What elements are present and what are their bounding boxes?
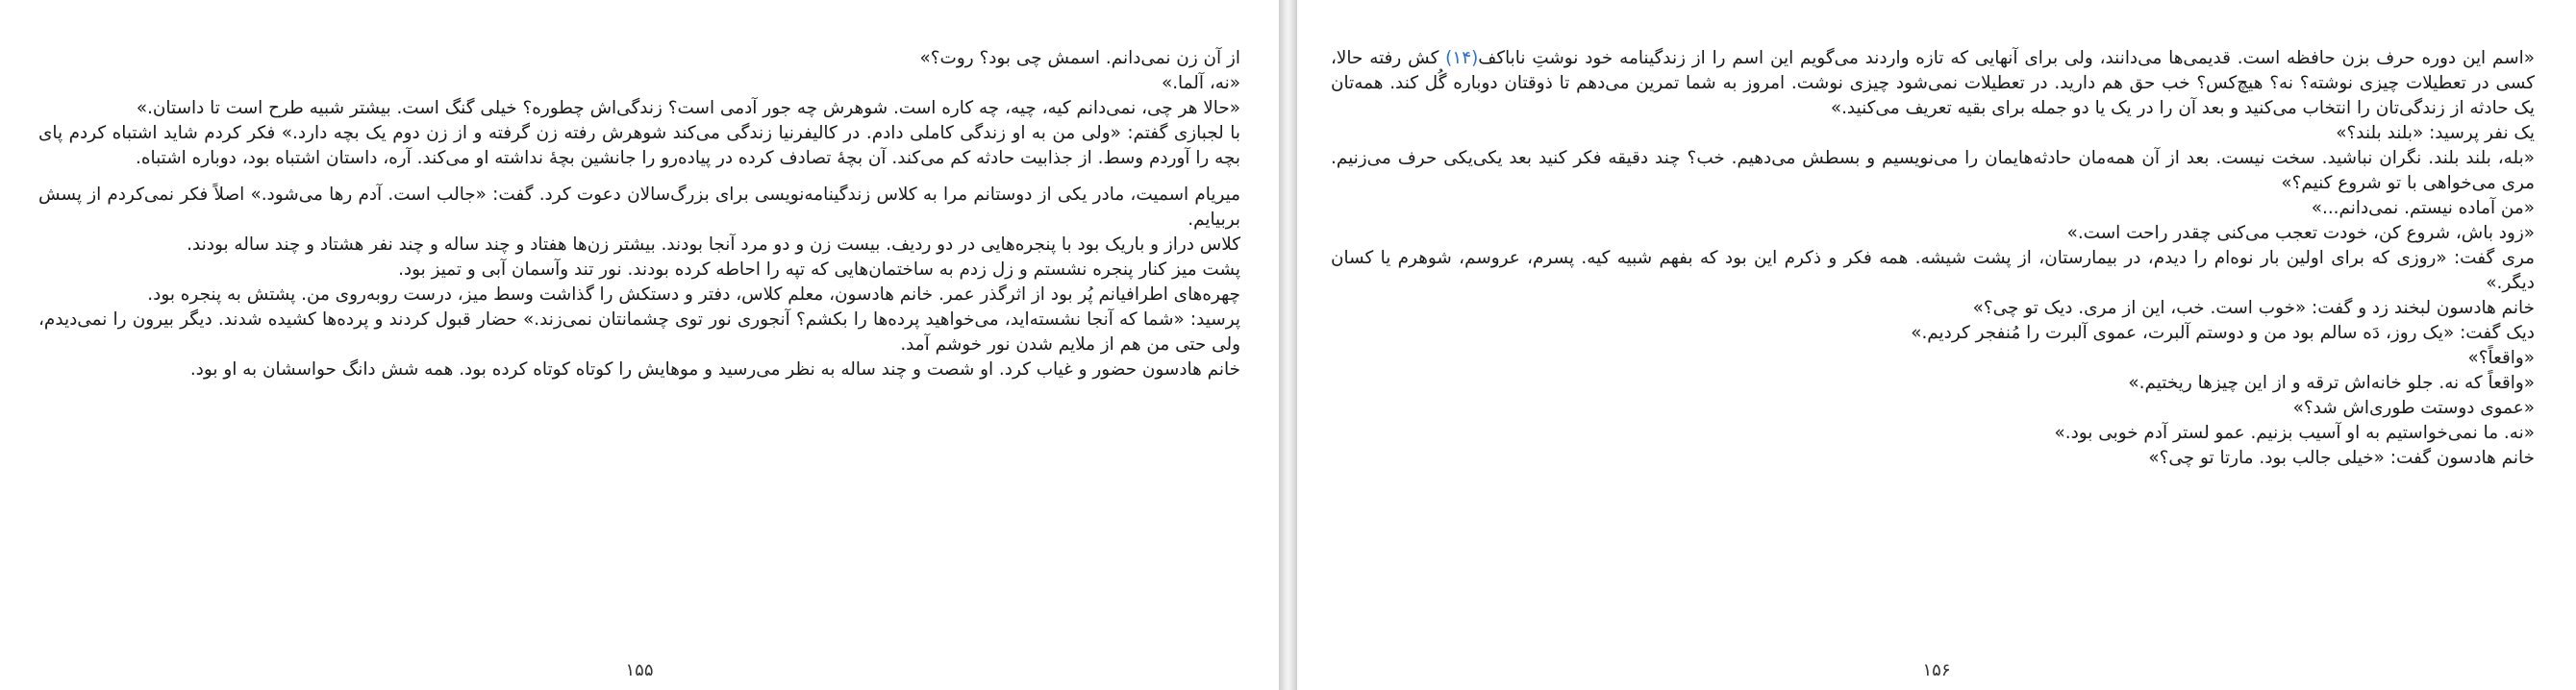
book-gutter [1279, 0, 1297, 690]
page-number: ۱۵۶ [1922, 660, 1951, 680]
paragraph: پشت میز کنار پنجره نشستم و زل زدم به ساختمان‌هایی که تپه را احاطه کرده بودند. نور تند وآسمان آبی و تمیز بود. [398, 259, 1240, 280]
paragraph: «حالا هر چی، نمی‌دانم کیه، چیه، چه کاره است. شوهرش چه جور آدمی است؟ زندگی‌اش چطوره؟ خیلی گنگ است. بیشتر شبیه طرح است تا داستان.» [136, 98, 1240, 118]
left-page [0, 0, 1279, 690]
paragraph: چهره‌های اطرافیانم پُر بود از اثرگذر عمر. خانم هادسون، معلم کلاس، دفتر و دستکش را گذاشت وسط میز، درست روبه‌روی من. پشتش به پنجره بود. [147, 284, 1240, 305]
paragraph: با لجبازی گفتم: «ولی من به او زندگی کاملی دادم. در کالیفرنیا زندگی می‌کند شوهرش رفته زن گرفته و از زن دوم یک بچه دارد.» فکر کردم شاید اشتباه کردم پای بچه را آوردم وسط. از جذابیت حادثه کم می‌کند. آن بچهٔ تصادف کرده در پیاده‌رو را جانشین بچهٔ نداشته او می‌کند. آره، داستان اشتباه بود، دوباره اشتباه. [38, 123, 1240, 168]
paragraph: کلاس دراز و باریک بود با پنجره‌هایی در دو ردیف. بیست زن و دو مرد آنجا بودند. بیشتر زن‌ها هفتاد و چند ساله و چند نفر هشتاد و چند ساله بودند. [187, 234, 1240, 255]
paragraph: خانم هادسون حضور و غیاب کرد. او شصت و چند ساله به نظر می‌رسید و موهایش را کوتاه کوتاه کرده بود. همه شش دانگ حواسشان به او بود. [189, 359, 1240, 380]
paragraph: «من آماده نیستم. نمی‌دانم...» [2311, 198, 2535, 218]
paragraph: «واقعاً که نه. جلو خانه‌اش ترقه و از این چیزها ریختیم.» [2128, 373, 2535, 393]
paragraph [1331, 46, 2535, 121]
right-page-text [1331, 46, 2535, 471]
paragraph: میریام اسمیت، مادر یکی از دوستانم مرا به کلاس زندگینامه‌نویسی برای بزرگ‌سالان دعوت کرد. گفت: «جالب است. آدم رها می‌شود.» اصلاً فکر نمی‌کردم از پسش بربیایم. [38, 185, 1240, 230]
left-page-text [38, 46, 1240, 382]
paragraph-text: «اسم این دوره حرف بزن حافظه است. قدیمی‌ها می‌دانند، ولی برای آنهایی که تازه واردند می‌گویم این اسم را از زندگینامه خود نوشتِ ناباکف [1478, 48, 2535, 68]
paragraph: دیک گفت: «یک روز، دَه سالم بود من و دوستم آلبرت، عموی آلبرت را مُنفجر کردیم.» [1911, 323, 2535, 343]
paragraph: یک نفر پرسید: «بلند بلند؟» [2336, 123, 2535, 143]
footnote-link[interactable]: (۱۴) [1445, 48, 1479, 68]
paragraph: خانم هادسون گفت: «خیلی جالب بود. مارتا تو چی؟» [2148, 448, 2535, 468]
paragraph: «نه، آلما.» [1161, 73, 1240, 93]
paragraph: «واقعاً؟» [2467, 348, 2535, 368]
right-page [1297, 0, 2576, 690]
paragraph: خانم هادسون لبخند زد و گفت: «خوب است. خب، این از مری. دیک تو چی؟» [1972, 298, 2535, 318]
paragraph: «زود باش، شروع کن، خودت تعجب می‌کنی چقدر راحت است.» [2066, 223, 2535, 243]
paragraph: «بله، بلند بلند. نگران نباشید. سخت نیست. بعد از آن همه‌مان حادثه‌هایمان را می‌نویسیم و بسطش می‌دهیم. خب؟ چند دقیقه فکر کنید بعد یکی‌یکی حرف می‌زنیم. مری می‌خواهی با تو شروع کنیم؟» [1331, 148, 2535, 193]
paragraph: «نه. ما نمی‌خواستیم به او آسیب بزنیم. عمو لستر آدم خوبی بود.» [2054, 423, 2535, 443]
paragraph: پرسید: «شما که آنجا نشسته‌اید، می‌خواهید پرده‌ها را بکشم؟ آنجوری نور توی چشمانتان نمی‌زند.» حضار قبول کردند و پرده‌ها کشیده شدند. دیگر بیرون را نمی‌دیدم، ولی حتی من هم از ملایم شدن نور خوشم آمد. [38, 309, 1240, 355]
paragraph: از آن زن نمی‌دانم. اسمش چی بود؟ روت؟» [919, 48, 1240, 68]
page-number: ۱۵۵ [625, 660, 654, 680]
paragraph-text: کش رفته حالا، کسی در تعطیلات چیزی نوشته؟ نه؟ هیچ‌کس؟ خب حق هم دارید. در تعطیلات نمی‌شود چیزی نوشت. امروز به شما تمرین می‌دهم تا ذوقتان دوباره گُل کند. همه‌تان یک حادثه از زندگی‌تان را انتخاب می‌کنید و بعد آن را در یک یا دو جمله برای بقیه تعریف می‌کنید.» [1331, 48, 2535, 118]
paragraph: مری گفت: «روزی که برای اولین بار نوه‌ام را دیدم، در بیمارستان، از پشت شیشه. همه فکر و ذکرم این بود که بفهم شبیه کیه. پسرم، عروسم، شوهرم یا کسان دیگر.» [1331, 248, 2535, 293]
paragraph: «عموی دوستت طوری‌اش شد؟» [2292, 398, 2535, 418]
